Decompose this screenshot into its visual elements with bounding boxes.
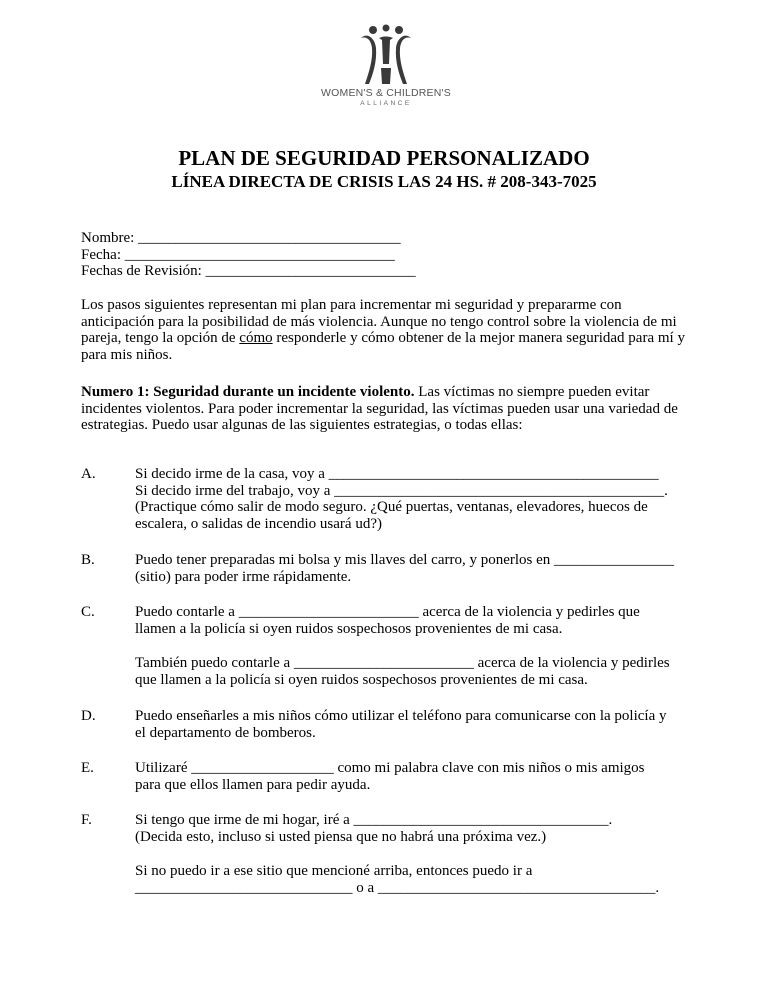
- item-f-line[interactable]: _____________________________ o a _____________________________________.: [135, 879, 660, 896]
- item-e-line: para que ellos llamen para pedir ayuda.: [135, 776, 371, 793]
- section-1-body: Las víctimas no siempre pueden evitar incidentes violentos. Para poder incrementar la seguridad, las víctimas pueden usar una variedad de estrategias. Puedo usar algunas de las siguientes estrategias, o todas ellas:: [81, 384, 678, 433]
- intro-text-after: responderle y cómo obtener de la mejor manera seguridad para mí y para mis niños.: [81, 330, 685, 363]
- item-a-letter: A.: [81, 466, 96, 482]
- item-d-line: Puedo enseñarles a mis niños cómo utilizar el teléfono para comunicarse con la policía y: [135, 708, 667, 724]
- item-f-line[interactable]: Si tengo que irme de mi hogar, iré a __________________________________.: [135, 812, 613, 828]
- item-c-continued: [135, 655, 695, 688]
- name-field[interactable]: Nombre: ___________________________________: [81, 230, 401, 246]
- item-f-line: (Decida esto, incluso si usted piensa que no habrá una próxima vez.): [135, 828, 547, 845]
- section-1-heading: Numero 1: Seguridad durante un incidente violento.: [81, 384, 415, 400]
- form-fields: [81, 230, 416, 280]
- item-a-line: escalera, o salidas de incendio usará ud?): [135, 515, 382, 532]
- item-b-letter: B.: [81, 552, 95, 568]
- item-a: [135, 466, 695, 532]
- item-b-line: (sitio) para poder irme rápidamente.: [135, 568, 352, 585]
- hotline-subtitle: LÍNEA DIRECTA DE CRISIS LAS 24 HS. # 208-343-7025: [171, 172, 597, 191]
- item-d-letter: D.: [81, 708, 96, 724]
- item-c: [135, 604, 695, 637]
- logo-name: WOMEN'S & CHILDREN'S: [321, 87, 451, 99]
- item-e: [135, 760, 695, 793]
- organization-logo: [316, 24, 456, 120]
- item-c-line: llamen a la policía si oyen ruidos sospechosos provenientes de mi casa.: [135, 620, 563, 637]
- item-c-letter: C.: [81, 604, 95, 620]
- item-c-line[interactable]: También puedo contarle a ________________________ acerca de la violencia y pedirles: [135, 655, 670, 671]
- item-b-line[interactable]: Puedo tener preparadas mi bolsa y mis llaves del carro, y ponerlos en ________________: [135, 552, 675, 568]
- item-f-continued: [135, 863, 695, 896]
- date-field[interactable]: Fecha: ____________________________________: [81, 246, 395, 263]
- item-a-line[interactable]: Si decido irme del trabajo, voy a ____________________________________________.: [135, 482, 668, 499]
- intro-paragraph: [81, 297, 691, 363]
- item-d-line: el departamento de bomberos.: [135, 724, 316, 741]
- item-e-letter: E.: [81, 760, 94, 776]
- revision-dates-field[interactable]: Fechas de Revisión: ____________________________: [81, 263, 416, 279]
- intro-text-before: Los pasos siguientes representan mi plan para incrementar mi seguridad y prepararme con anticipación para la posibilidad de más violencia. Aunque no tengo control sobre la violencia de mi pareja, tengo la opción de: [81, 297, 677, 346]
- item-f: [135, 812, 695, 845]
- logo-subtitle: ALLIANCE: [360, 100, 412, 107]
- item-a-line[interactable]: Si decido irme de la casa, voy a ____________________________________________: [135, 466, 659, 482]
- item-c-line: que llamen a la policía si oyen ruidos sospechosos provenientes de mi casa.: [135, 671, 588, 688]
- section-1-paragraph: [81, 384, 691, 434]
- item-a-line: (Practique cómo salir de modo seguro. ¿Qué puertas, ventanas, elevadores, huecos de: [135, 499, 648, 515]
- item-f-line: Si no puedo ir a ese sitio que mencioné arriba, entonces puedo ir a: [135, 863, 533, 879]
- figures-logo-icon: [357, 24, 415, 86]
- page-title: PLAN DE SEGURIDAD PERSONALIZADO: [178, 146, 590, 170]
- item-f-letter: F.: [81, 812, 92, 828]
- item-c-line[interactable]: Puedo contarle a ________________________ acerca de la violencia y pedirles que: [135, 604, 640, 620]
- item-b: [135, 552, 695, 585]
- intro-underlined-word: cómo: [239, 330, 273, 346]
- item-e-line[interactable]: Utilizaré ___________________ como mi palabra clave con mis niños o mis amigos: [135, 760, 645, 776]
- item-d: [135, 708, 695, 741]
